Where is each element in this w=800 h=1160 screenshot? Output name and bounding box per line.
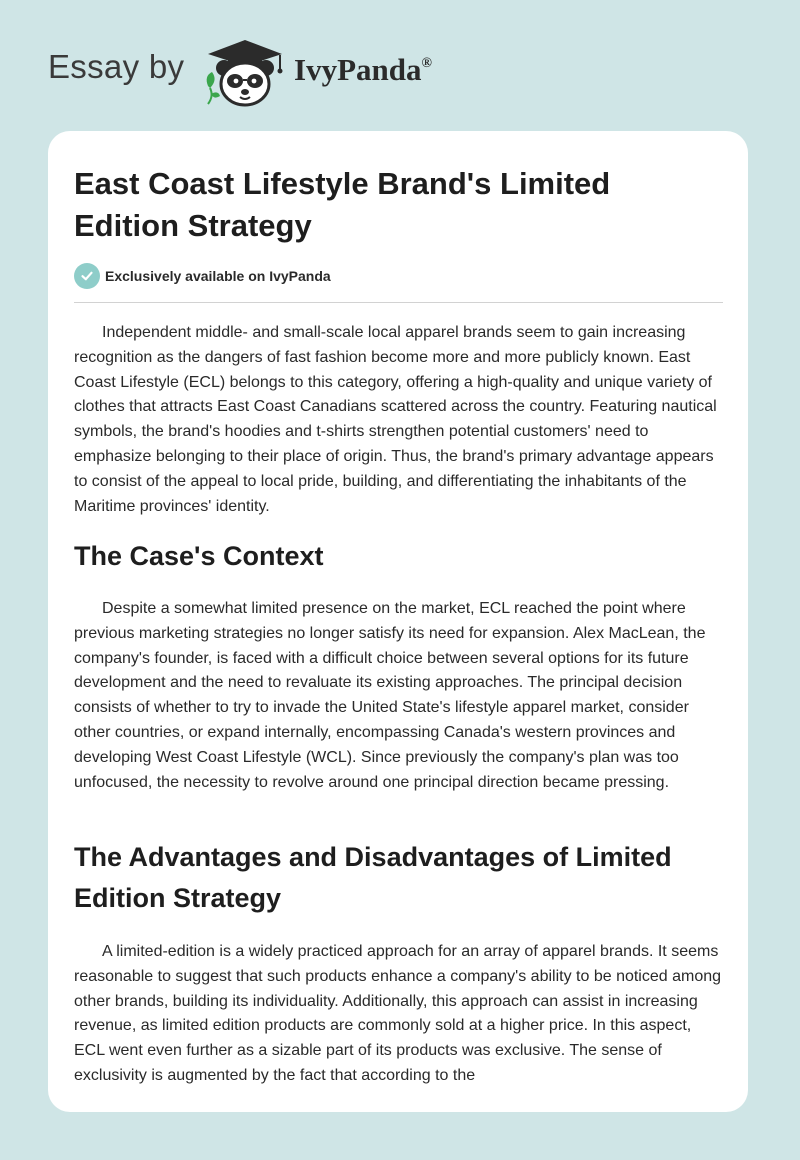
section-heading-context: The Case's Context [74, 541, 324, 571]
brand-name-text: IvyPanda [294, 52, 422, 87]
essay-by-label: Essay by [48, 48, 185, 85]
site-header [0, 0, 800, 125]
badge-label: Exclusively available on IvyPanda [105, 268, 331, 284]
paragraph-context: Despite a somewhat limited presence on the market, ECL reached the point where previous marketing strategies no longer satisfy its need for expansion. Alex MacLean, the company's founder, is faced with a difficult choice between several options for its future development and the need to revaluate its existing approaches. The principal decision consists of whether to try to invade the United State's lifestyle apparel market, consider other countries, or expand internally, encompassing Canada's western provinces and developing West Coast Lifestyle (WCL). Since previously the company's plan was too unfocused, the necessity to revolve around one principal direction became pressing. [74, 600, 706, 791]
leaf-icon [207, 72, 220, 104]
panda-logo-icon[interactable] [202, 38, 288, 108]
paragraph-advantages: A limited-edition is a widely practiced approach for an array of apparel brands. It seems reasonable to suggest that such products enhance a company's ability to be noticed among other brands, building its individuality. Additionally, this approach can assist in increasing revenue, as limited edition products are commonly sold at a higher price. In this aspect, ECL went even further as a sizable part of its products was exclusive. The sense of exclusivity is augmented by the fact that according to the [74, 943, 722, 1084]
page-title: East Coast Lifestyle Brand's Limited Edition Strategy [74, 166, 611, 243]
check-icon [74, 263, 100, 289]
paragraph-intro: Independent middle- and small-scale local apparel brands seem to gain increasing recognition as the dangers of fast fashion become more and more publicly known. East Coast Lifestyle (ECL) belongs to this category, offering a high-quality and unique variety of clothes that attracts East Coast Canadians scattered across the country. Featuring nautical symbols, the brand's hoodies and t-shirts strengthen potential customers' need to emphasize belonging to their place of origin. Thus, the brand's primary advantage appears to consist of the appeal to local pride, building, and differentiating the inhabitants of the Maritime provinces' identity. [74, 324, 717, 515]
exclusive-badge [74, 263, 331, 289]
registered-mark: ® [421, 55, 432, 71]
brand-name[interactable] [294, 52, 432, 88]
section-heading-advantages: The Advantages and Disadvantages of Limited Edition Strategy [74, 842, 672, 913]
essay-card [48, 131, 748, 1112]
divider [74, 302, 723, 303]
